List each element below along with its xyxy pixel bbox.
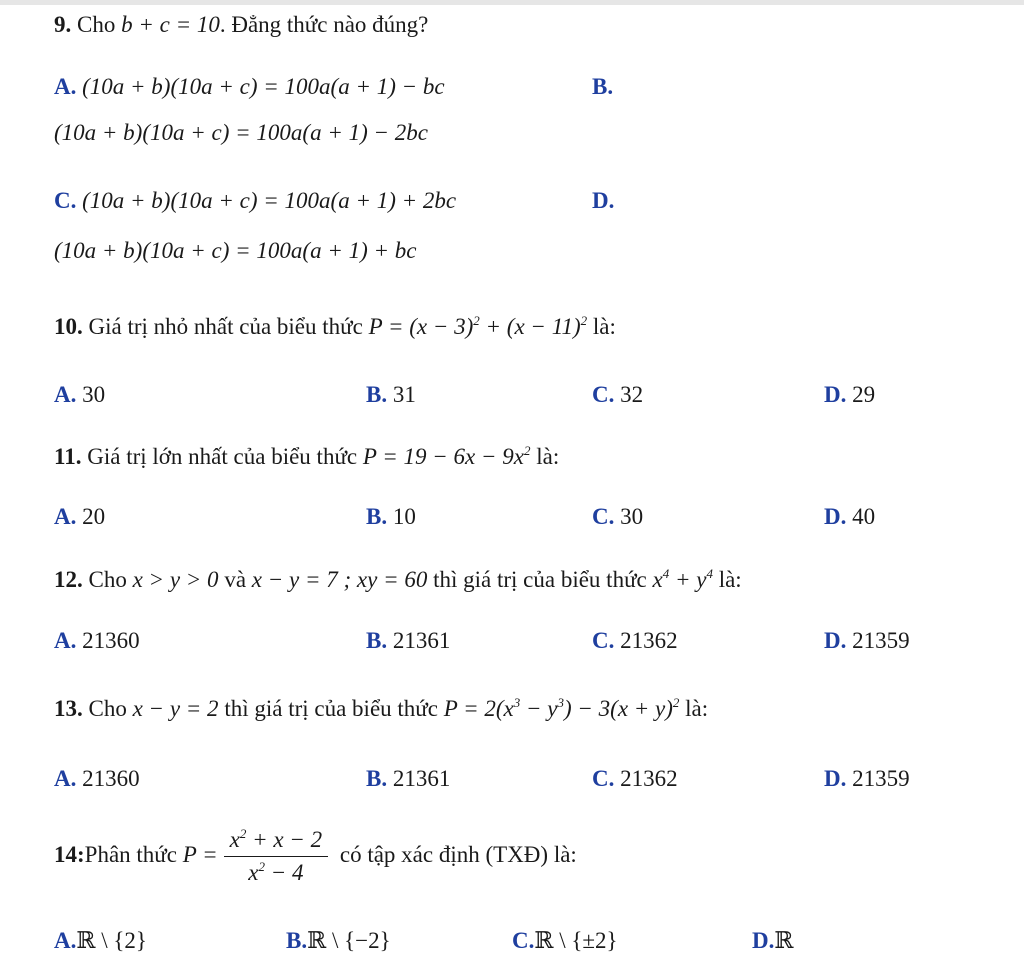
- option-text: 40: [852, 504, 876, 529]
- option-label: D.: [824, 766, 847, 791]
- q9-option-d-label[interactable]: [592, 186, 614, 216]
- q14-option-d[interactable]: [752, 926, 794, 956]
- option-label: D.: [824, 504, 847, 529]
- question-number: 11.: [54, 444, 82, 469]
- q12-option-c[interactable]: [592, 626, 678, 656]
- stem-text: và: [224, 567, 247, 592]
- question-12-stem: [54, 565, 742, 595]
- stem-expression: P =: [182, 842, 218, 867]
- stem-text: là:: [718, 567, 742, 592]
- stem-expression: $x^4 + y^4$: [652, 566, 713, 592]
- q9-option-d-text: [54, 236, 416, 266]
- option-label: C.: [54, 188, 77, 213]
- q13-option-a[interactable]: [54, 764, 140, 794]
- q13-option-c[interactable]: [592, 764, 678, 794]
- option-label: C.: [592, 628, 615, 653]
- stem-text: là:: [685, 696, 709, 721]
- option-text: 21362: [620, 766, 678, 791]
- question-11-stem: [54, 442, 559, 472]
- fraction-denominator: $x^2 - 4$: [248, 859, 304, 886]
- stem-text: Giá trị nhỏ nhất của biểu thức: [88, 314, 363, 339]
- option-text: 31: [392, 382, 416, 407]
- option-label: C.: [592, 504, 615, 529]
- question-number: 14:: [54, 842, 85, 867]
- q13-option-d[interactable]: [824, 764, 910, 794]
- option-label: C.: [512, 928, 535, 953]
- stem-text: . Đẳng thức nào đúng?: [219, 12, 429, 37]
- question-10-stem: [54, 312, 616, 342]
- q14-option-b[interactable]: [286, 926, 391, 956]
- q9-option-b-label[interactable]: [592, 72, 613, 102]
- q12-option-b[interactable]: [366, 626, 450, 656]
- question-number: 9.: [54, 12, 72, 37]
- stem-text: thì giá trị của biểu thức: [224, 696, 438, 721]
- option-text: 21360: [82, 628, 140, 653]
- top-border: [0, 0, 1024, 5]
- stem-text: thì giá trị của biểu thức: [433, 567, 647, 592]
- q11-option-d[interactable]: [824, 502, 875, 532]
- stem-text: Cho: [88, 567, 127, 592]
- option-label: A.: [54, 628, 77, 653]
- option-label: B.: [366, 766, 388, 791]
- option-text: 30: [82, 382, 106, 407]
- q11-option-c[interactable]: [592, 502, 643, 532]
- q10-option-d[interactable]: [824, 380, 875, 410]
- option-text: (10a + b)(10a + c) = 100a(a + 1) + 2bc: [82, 188, 457, 213]
- stem-text: Cho: [88, 696, 127, 721]
- option-text: 21359: [852, 766, 910, 791]
- stem-expression: x − y = 2: [132, 696, 219, 721]
- stem-expression: x − y = 7 ; xy = 60: [251, 567, 428, 592]
- stem-text: Phân thức: [84, 842, 177, 867]
- question-number: 12.: [54, 567, 83, 592]
- option-label: D.: [752, 928, 775, 953]
- option-text: 21359: [852, 628, 910, 653]
- option-text: (10a + b)(10a + c) = 100a(a + 1) − bc: [82, 74, 445, 99]
- option-text: 20: [82, 504, 106, 529]
- option-label: C.: [592, 382, 615, 407]
- option-text: ℝ \ {−2}: [307, 928, 391, 953]
- stem-text: Giá trị lớn nhất của biểu thức: [87, 444, 358, 469]
- question-14-stem: [54, 824, 577, 887]
- q14-option-c[interactable]: [512, 926, 618, 956]
- stem-text: là:: [592, 314, 616, 339]
- fraction-numerator: $x^2 + x - 2$: [224, 826, 328, 857]
- q9-option-b-text: [54, 118, 428, 148]
- option-text: 21362: [620, 628, 678, 653]
- stem-expression: $P = 19 - 6x - 9x^2$: [362, 443, 531, 469]
- option-label: A.: [54, 504, 77, 529]
- q9-option-a[interactable]: [54, 72, 445, 102]
- option-label: C.: [592, 766, 615, 791]
- option-text: (10a + b)(10a + c) = 100a(a + 1) + bc: [54, 238, 417, 263]
- stem-text: là:: [536, 444, 560, 469]
- stem-text: Cho: [77, 12, 116, 37]
- stem-expression: x > y > 0: [132, 567, 219, 592]
- q10-option-b[interactable]: [366, 380, 416, 410]
- stem-expression: b + c = 10: [121, 12, 220, 37]
- stem-text: có tập xác định (TXĐ) là:: [339, 842, 577, 867]
- option-text: 21361: [392, 628, 451, 653]
- question-number: 13.: [54, 696, 83, 721]
- option-text: 10: [392, 504, 416, 529]
- option-label: A.: [54, 74, 77, 99]
- option-label: A.: [54, 766, 77, 791]
- option-text: (10a + b)(10a + c) = 100a(a + 1) − 2bc: [54, 120, 428, 145]
- option-label: D.: [824, 382, 847, 407]
- option-text: ℝ \ {±2}: [534, 928, 618, 953]
- question-9-stem: [54, 10, 428, 40]
- stem-expression: $P = (x - 3)^2 + (x - 11)^2$: [368, 313, 588, 339]
- option-label: A.: [54, 928, 77, 953]
- option-label: B.: [592, 74, 614, 99]
- option-text: 21360: [82, 766, 140, 791]
- question-number: 10.: [54, 314, 83, 339]
- q13-option-b[interactable]: [366, 764, 450, 794]
- q10-option-a[interactable]: [54, 380, 105, 410]
- option-label: B.: [366, 382, 388, 407]
- stem-expression: $P = 2(x^3 - y^3) - 3(x + y)^2$: [443, 695, 680, 721]
- option-text: ℝ: [774, 928, 794, 953]
- option-text: 21361: [392, 766, 451, 791]
- q11-option-a[interactable]: [54, 502, 105, 532]
- q12-option-a[interactable]: [54, 626, 140, 656]
- q9-option-c[interactable]: [54, 186, 456, 216]
- option-label: B.: [366, 628, 388, 653]
- question-13-stem: [54, 694, 708, 724]
- option-text: ℝ \ {2}: [76, 928, 147, 953]
- option-text: 32: [620, 382, 644, 407]
- option-label: A.: [54, 382, 77, 407]
- option-text: 29: [852, 382, 876, 407]
- option-text: 30: [620, 504, 644, 529]
- q14-option-a[interactable]: [54, 926, 147, 956]
- q11-option-b[interactable]: [366, 502, 416, 532]
- q10-option-c[interactable]: [592, 380, 643, 410]
- fraction: [224, 826, 328, 887]
- q12-option-d[interactable]: [824, 626, 910, 656]
- option-label: B.: [286, 928, 308, 953]
- option-label: D.: [824, 628, 847, 653]
- option-label: D.: [592, 188, 615, 213]
- option-label: B.: [366, 504, 388, 529]
